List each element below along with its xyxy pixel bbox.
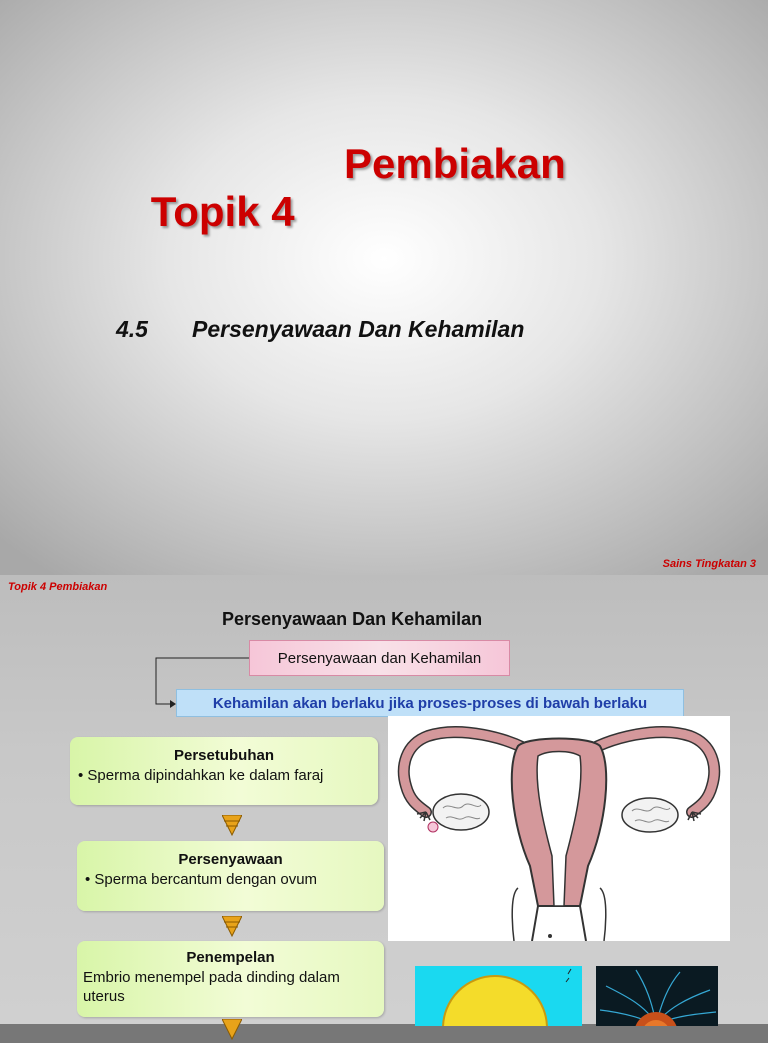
- down-arrow-icon: [222, 815, 242, 839]
- title-topic-name: Pembiakan: [344, 140, 566, 187]
- uterus-diagram: [388, 716, 730, 941]
- title-topic-number: Topik 4: [150, 188, 295, 235]
- step-persenyawaan: [77, 841, 384, 911]
- slide-subtitle: [116, 316, 525, 343]
- fertilized-ovum-image: [596, 966, 718, 1026]
- down-arrow-icon: [222, 1019, 242, 1043]
- subtitle-text: Persenyawaan Dan Kehamilan: [192, 316, 525, 342]
- ovum-cell-icon: [596, 966, 718, 1026]
- step-description: • Sperma bercantum dengan ovum: [85, 871, 318, 888]
- step-title: Persetubuhan: [173, 747, 275, 764]
- step-persetubuhan: [70, 737, 378, 805]
- slide-heading: Persenyawaan Dan Kehamilan: [222, 609, 483, 629]
- step-description: Embrio menempel pada dinding dalam uterus: [83, 969, 340, 1005]
- slide-header: Topik 4 Pembiakan: [8, 581, 108, 593]
- content-slide: [0, 575, 768, 1024]
- embryo-image: [415, 966, 582, 1026]
- subtitle-number: 4.5: [116, 316, 148, 342]
- step-penempelan: [77, 941, 384, 1017]
- step-title: Persenyawaan: [178, 851, 283, 868]
- step-title: Penempelan: [186, 949, 275, 966]
- down-arrow-icon: [222, 916, 242, 940]
- slide-footer: Sains Tingkatan 3: [662, 558, 756, 570]
- step-description: • Sperma dipindahkan ke dalam faraj: [78, 767, 324, 784]
- embryo-cell-icon: [415, 966, 582, 1026]
- topic-box: Persenyawaan dan Kehamilan: [249, 640, 510, 676]
- condition-box: Kehamilan akan berlaku jika proses-proses di bawah berlaku: [176, 689, 684, 717]
